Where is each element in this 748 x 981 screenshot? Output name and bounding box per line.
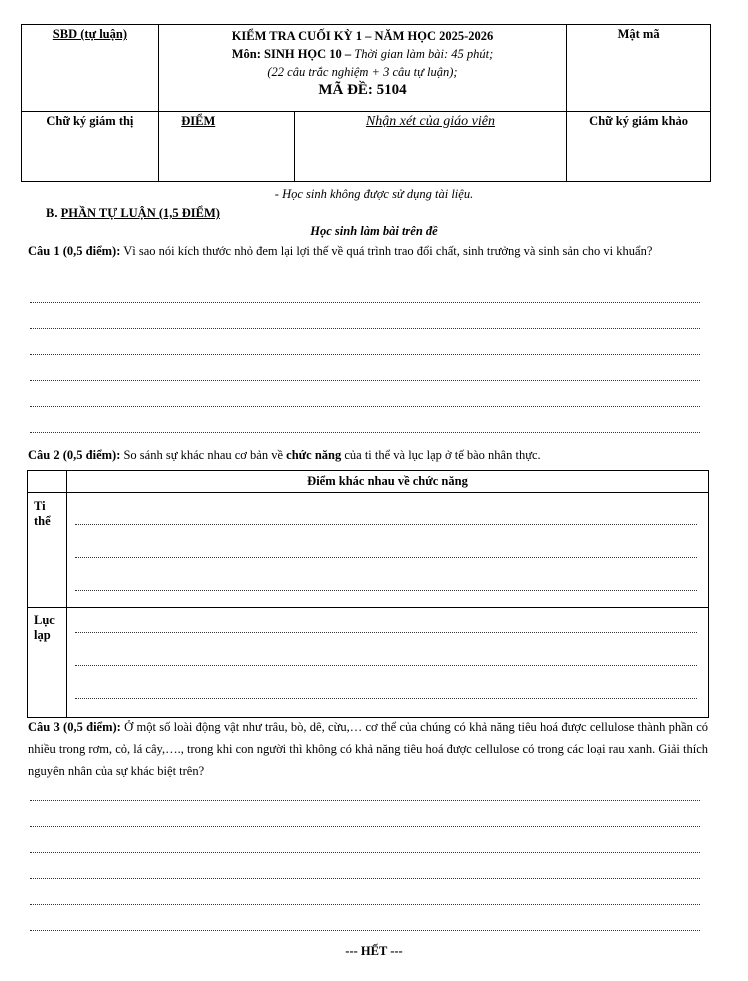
answer-line[interactable] [30,302,700,303]
answer-line[interactable] [30,380,700,381]
subject-line: Môn: SINH HỌC 10 – Thời gian làm bài: 45 phút; [231,47,494,61]
answer-line[interactable] [75,665,697,666]
questions-info: (22 câu trắc nghiệm + 3 câu tự luận); [267,65,458,79]
sbd-label: SBD (tự luận) [52,27,127,41]
answer-line[interactable] [75,632,697,633]
score-cell [158,112,294,182]
row-chloroplast: Lục lạp [34,613,55,642]
comparison-table [27,470,709,718]
answer-line[interactable] [75,557,697,558]
answer-line[interactable] [30,432,700,433]
answer-line[interactable] [30,354,700,355]
sbd-cell [22,25,159,112]
title-cell [158,25,566,112]
end-marker: --- HẾT --- [345,944,403,958]
proctor-sign-label: Chữ ký giám thị [46,114,134,128]
answer-line[interactable] [30,878,700,879]
answer-line[interactable] [30,826,700,827]
comment-cell [294,112,567,182]
answer-line[interactable] [30,930,700,931]
exam-title: KIỂM TRA CUỐI KỲ 1 – NĂM HỌC 2025-2026 [231,29,494,43]
examiner-sign-label: Chữ ký giám khảo [589,114,689,128]
answer-line[interactable] [30,904,700,905]
answer-line[interactable] [30,852,700,853]
no-materials-note: - Học sinh không được sử dụng tài liệu. [274,187,474,201]
answer-line[interactable] [75,524,697,525]
header-table [21,24,711,182]
answer-line[interactable] [75,590,697,591]
section-heading: B. PHẦN TỰ LUẬN (1,5 ĐIỂM) [46,206,220,220]
answer-line[interactable] [30,800,700,801]
secret-code-label: Mật mã [617,27,660,41]
proctor-sign-cell [22,112,159,182]
table-header: Điểm khác nhau về chức năng [307,474,468,488]
question-2: Câu 2 (0,5 điểm): So sánh sự khác nhau cơ bản về chức năng của ti thể và lục lạp ở tế bào nhân thực. [28,448,541,462]
question-3: Câu 3 (0,5 điểm): Ở một số loài động vật như trâu, bò, dê, cừu,… cơ thể của chúng có khả năng tiêu hoá được cellulose thành phần có nhiều trong rơm, cỏ, lá cây,…., trong khi con người thì không có khả năng tiêu hoá được cellulose có trong các loại rau xanh. Giải thích nguyên nhân của sự khác biệt trên? [28,720,709,778]
teacher-comment-label: Nhận xét của giáo viên [365,114,495,129]
answer-line[interactable] [30,328,700,329]
answer-line[interactable] [75,698,697,699]
exam-code: MÃ ĐỀ: 5104 [318,82,407,98]
answer-line[interactable] [30,406,700,407]
examiner-sign-cell [567,112,711,182]
secret-code-cell [567,25,711,112]
row-mitochondria: Ti thể [34,499,51,528]
score-label: ĐIỂM [181,114,216,128]
question-1: Câu 1 (0,5 điểm): Vì sao nói kích thước nhỏ đem lại lợi thế về quá trình trao đổi chất, sinh trưởng và sinh sản cho vi khuẩn? [28,244,653,258]
section-instruction: Học sinh làm bài trên đề [310,224,438,238]
